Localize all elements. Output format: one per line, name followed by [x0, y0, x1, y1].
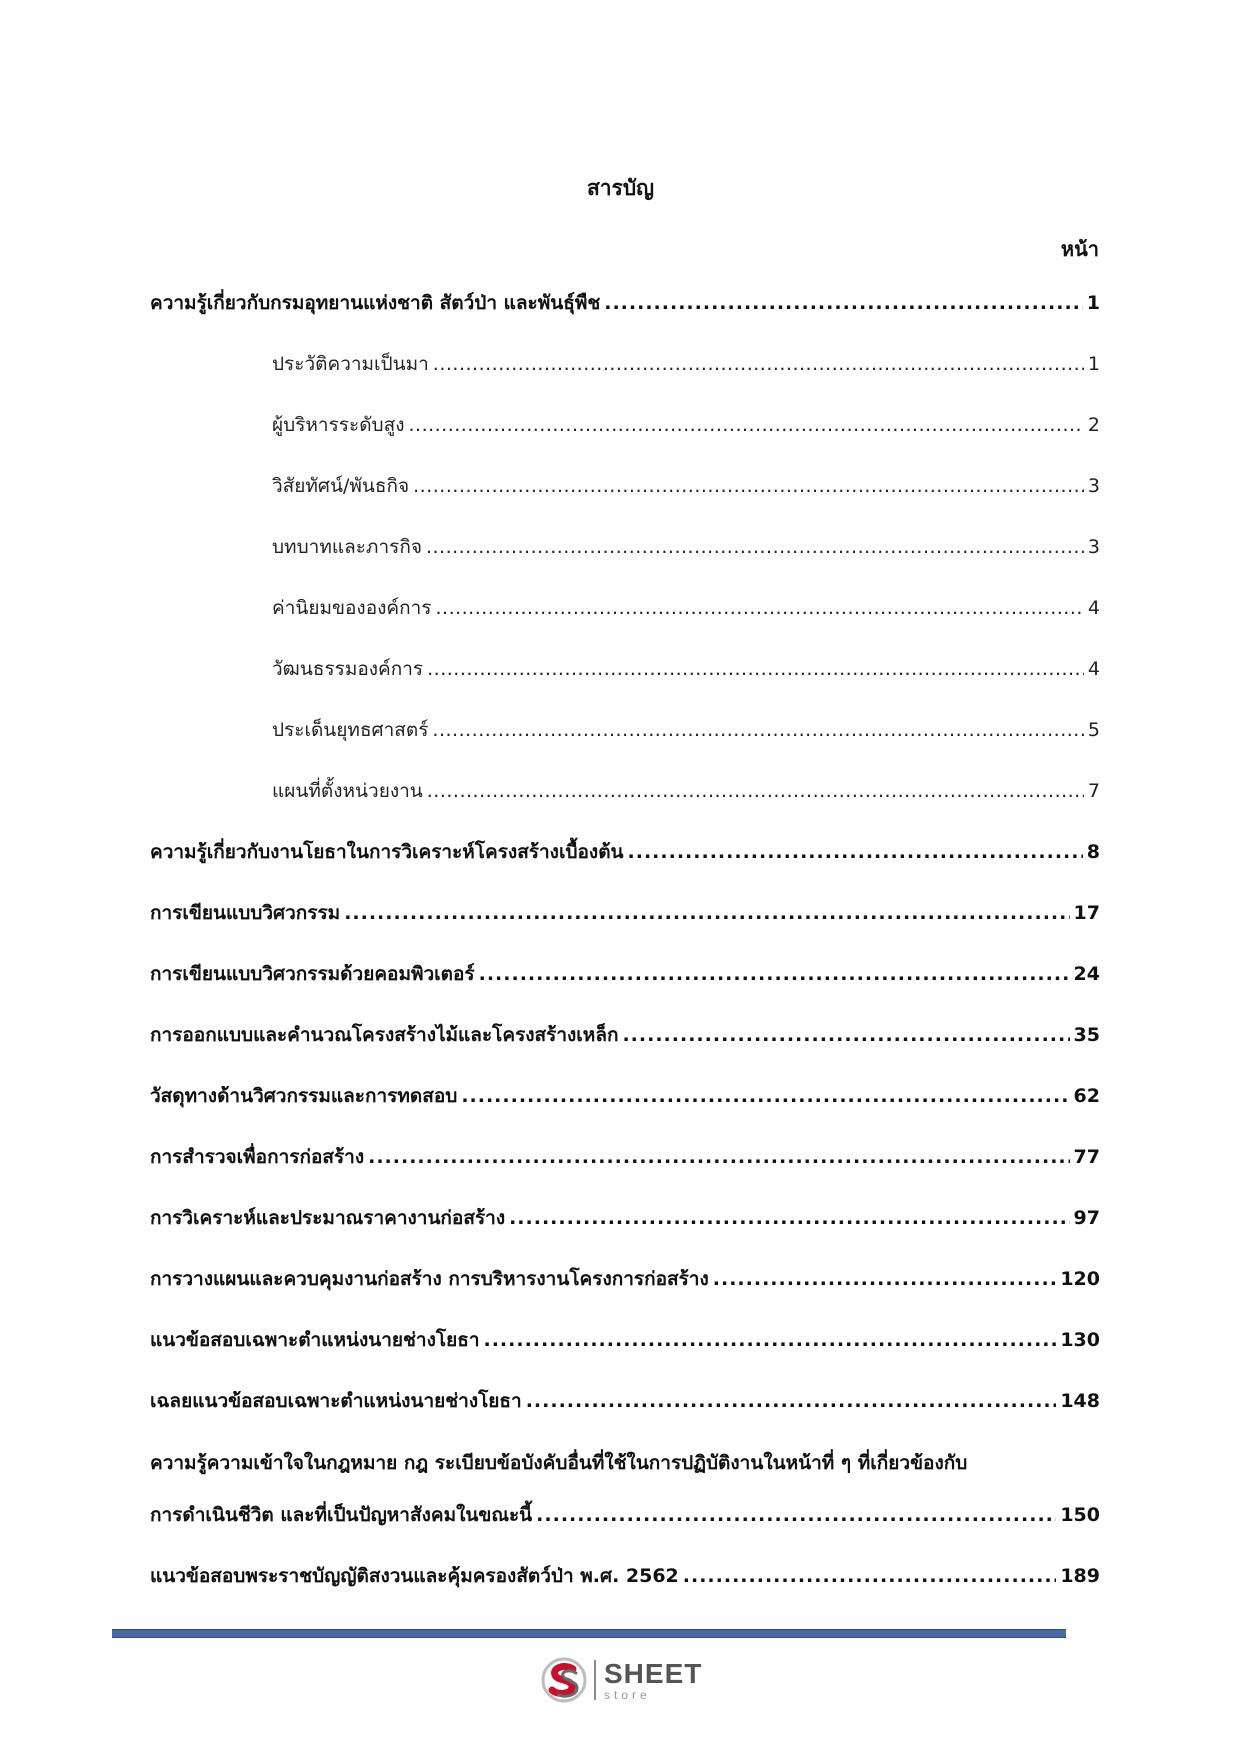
toc-leader-dots	[368, 1144, 1069, 1170]
toc-entry-title: ประเด็นยุทธศาสตร์	[272, 719, 429, 741]
toc-entry-title: การวางแผนและควบคุมงานก่อสร้าง การบริหารงานโครงการก่อสร้าง	[150, 1268, 709, 1290]
toc-leader-dots	[479, 961, 1070, 987]
toc-page-number: 97	[1073, 1207, 1100, 1229]
toc-entry-cost-estimation[interactable]	[150, 1170, 1100, 1231]
toc-page-number: 3	[1087, 475, 1100, 497]
toc-entry-construction-survey[interactable]	[150, 1109, 1100, 1170]
page-column-header: หน้า	[1060, 237, 1099, 261]
page-title: สารบัญ	[586, 176, 655, 200]
toc-entry-title: แผนที่ตั้งหน่วยงาน	[272, 780, 423, 802]
toc-entry-title: บทบาทและภารกิจ	[272, 536, 422, 558]
toc-subentry-vision-mission[interactable]	[150, 438, 1100, 499]
toc-entry-exam-answers[interactable]	[150, 1353, 1100, 1414]
toc-leader-dots	[509, 1205, 1069, 1231]
toc-entry-title: วัสดุทางด้านวิศวกรรมและการทดสอบ	[150, 1085, 458, 1107]
toc-leader-dots	[427, 656, 1084, 682]
toc-page-number: 1	[1087, 353, 1100, 375]
toc-entry-materials-testing[interactable]	[150, 1048, 1100, 1109]
toc-page-number: 24	[1073, 963, 1100, 985]
toc-entry-structural-analysis[interactable]	[150, 804, 1100, 865]
toc-page-number: 17	[1073, 902, 1100, 924]
toc-entry-wildlife-act-exam[interactable]	[150, 1528, 1100, 1589]
toc-leader-dots	[426, 534, 1084, 560]
toc-subentry-culture[interactable]	[150, 621, 1100, 682]
toc-page-number: 62	[1073, 1085, 1100, 1107]
toc-page-number: 35	[1073, 1024, 1100, 1046]
toc-leader-dots	[433, 351, 1084, 377]
toc-entry-title: ค่านิยมขององค์การ	[272, 597, 432, 619]
toc-entry-title: แนวข้อสอบเฉพาะตำแหน่งนายช่างโยธา	[150, 1329, 480, 1351]
toc-leader-dots	[461, 1083, 1069, 1109]
toc-leader-dots	[628, 839, 1083, 865]
toc-subentry-values[interactable]	[150, 560, 1100, 621]
toc-leader-dots	[408, 412, 1083, 438]
toc-entry-title: วัฒนธรรมองค์การ	[272, 658, 424, 680]
toc-entry-title: การออกแบบและคำนวณโครงสร้างไม้และโครงสร้างเหล็ก	[150, 1024, 619, 1046]
toc-entry-title: วิสัยทัศน์/พันธกิจ	[272, 475, 410, 497]
footer-divider	[112, 1629, 1066, 1638]
toc-subentry-executives[interactable]	[150, 377, 1100, 438]
logo-separator	[594, 1660, 596, 1700]
toc-entry-department-knowledge[interactable]	[150, 286, 1100, 316]
toc-entry-title: เฉลยแนวข้อสอบเฉพาะตำแหน่งนายช่างโยธา	[150, 1390, 522, 1412]
toc-page-number: 2	[1087, 414, 1100, 436]
toc-leader-dots	[344, 900, 1069, 926]
toc-entry-title: การวิเคราะห์และประมาณราคางานก่อสร้าง	[150, 1207, 506, 1229]
toc-leader-dots	[683, 1563, 1057, 1589]
toc-leader-dots	[604, 290, 1083, 316]
toc-entry-title-line2: การดำเนินชีวิต และที่เป็นปัญหาสังคมในขณะนี้	[150, 1504, 533, 1526]
toc-leader-dots	[526, 1388, 1057, 1414]
toc-leader-dots	[622, 1022, 1069, 1048]
sheet-store-logo-icon	[540, 1656, 588, 1704]
toc-page-number: 148	[1060, 1390, 1100, 1412]
toc-entry-title: ประวัติความเป็นมา	[272, 353, 429, 375]
logo-wordmark	[604, 1657, 703, 1702]
toc-page-number: 1	[1086, 292, 1100, 314]
toc-entry-practice-exam[interactable]	[150, 1292, 1100, 1353]
sheet-store-logo	[540, 1654, 720, 1706]
toc-leader-dots	[536, 1502, 1056, 1528]
toc-entry-title-continuation	[150, 1502, 1100, 1528]
toc-page-number: 77	[1073, 1146, 1100, 1168]
toc-page-number: 120	[1060, 1268, 1100, 1290]
toc-page-number: 4	[1087, 597, 1100, 619]
toc-entry-title: ผู้บริหารระดับสูง	[272, 414, 405, 436]
toc-page-number: 130	[1060, 1329, 1100, 1351]
toc-entry-computer-drawing[interactable]	[150, 926, 1100, 987]
toc-entry-title: ความรู้ความเข้าใจในกฎหมาย กฎ ระเบียบข้อบังคับอื่นที่ใช้ในการปฏิบัติงานในหน้าที่ ๆ ที่เกี่ยวข้องกับ	[150, 1452, 968, 1474]
toc-subentry-location-map[interactable]	[150, 743, 1100, 804]
toc-entry-timber-steel-design[interactable]	[150, 987, 1100, 1048]
toc-page-number: 5	[1087, 719, 1100, 741]
toc-subentry-history[interactable]	[150, 316, 1100, 377]
logo-subword: store	[604, 1687, 651, 1702]
toc-page-number: 4	[1087, 658, 1100, 680]
toc-leader-dots	[413, 473, 1084, 499]
toc-page-number: 8	[1086, 841, 1100, 863]
table-of-contents	[150, 286, 1100, 1589]
toc-entry-title: การสำรวจเพื่อการก่อสร้าง	[150, 1146, 365, 1168]
toc-entry-title: ความรู้เกี่ยวกับงานโยธาในการวิเคราะห์โครงสร้างเบื้องต้น	[150, 841, 624, 863]
toc-entry-law-knowledge[interactable]	[150, 1414, 1100, 1528]
toc-entry-title: ความรู้เกี่ยวกับกรมอุทยานแห่งชาติ สัตว์ป่า และพันธุ์พืช	[150, 292, 601, 314]
toc-entry-engineering-drawing[interactable]	[150, 865, 1100, 926]
toc-leader-dots	[484, 1327, 1057, 1353]
toc-subentry-strategy[interactable]	[150, 682, 1100, 743]
toc-leader-dots	[435, 595, 1083, 621]
toc-leader-dots	[713, 1266, 1057, 1292]
toc-subentry-roles-duties[interactable]	[150, 499, 1100, 560]
toc-page-number: 3	[1087, 536, 1100, 558]
toc-entry-title: แนวข้อสอบพระราชบัญญัติสงวนและคุ้มครองสัตว์ป่า พ.ศ. 2562	[150, 1565, 679, 1587]
toc-page-number: 189	[1060, 1565, 1100, 1587]
logo-word: SHEET	[604, 1657, 703, 1689]
toc-page-number: 150	[1060, 1504, 1100, 1526]
toc-page-number: 7	[1087, 780, 1100, 802]
toc-entry-title: การเขียนแบบวิศวกรรมด้วยคอมพิวเตอร์	[150, 963, 475, 985]
toc-entry-title: การเขียนแบบวิศวกรรม	[150, 902, 341, 924]
toc-entry-project-management[interactable]	[150, 1231, 1100, 1292]
toc-leader-dots	[432, 717, 1083, 743]
toc-leader-dots	[427, 778, 1084, 804]
